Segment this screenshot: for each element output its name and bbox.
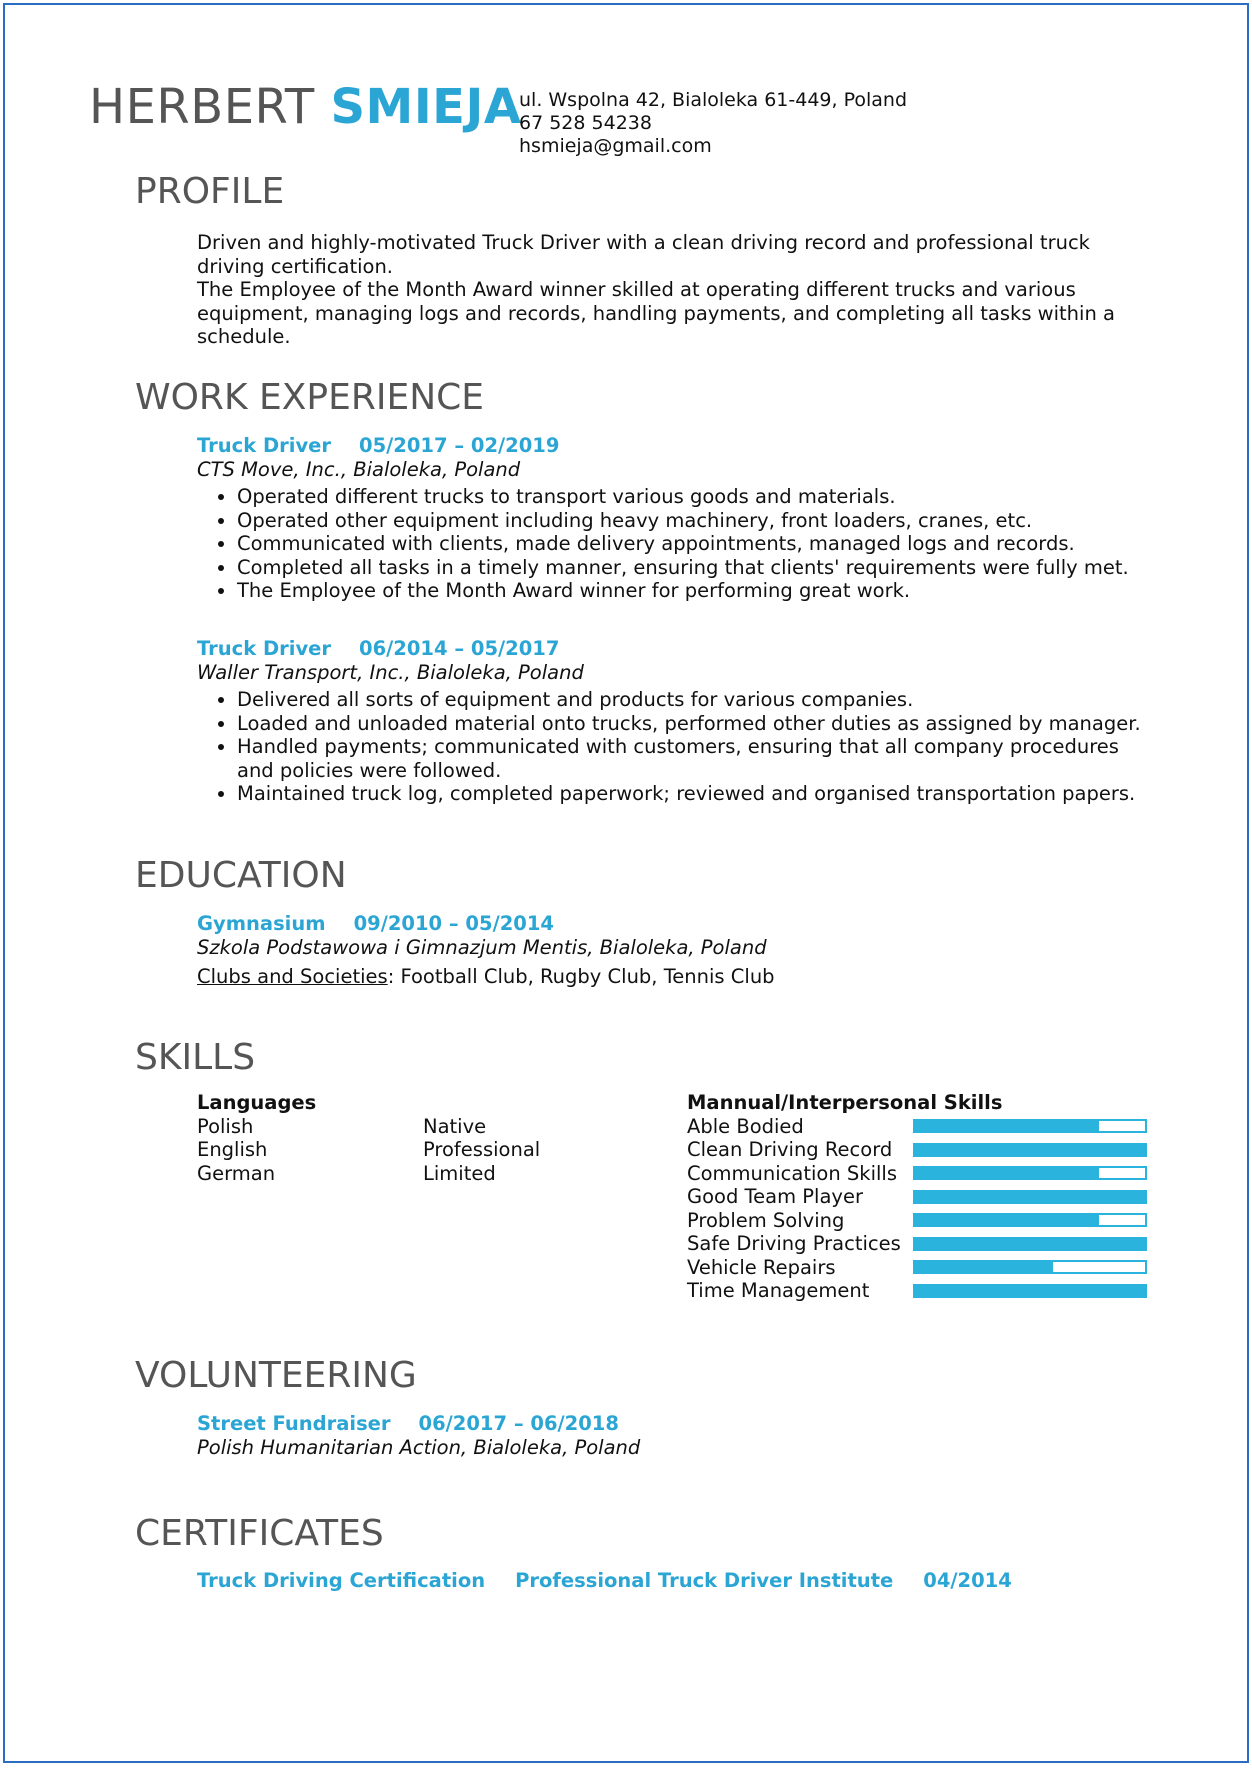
job-role: Truck Driver bbox=[197, 434, 332, 457]
resume-page bbox=[3, 3, 1249, 1763]
education-entry bbox=[197, 912, 775, 989]
certificate-entry bbox=[197, 1569, 1012, 1592]
section-title-skills: SKILLS bbox=[135, 1037, 256, 1078]
job-bullet: • Operated other equipment including heavy machinery, front loaders, cranes, etc. bbox=[237, 509, 1157, 533]
skill-level-fill bbox=[915, 1262, 1053, 1272]
job-bullets bbox=[197, 688, 1157, 806]
language-row bbox=[197, 1162, 540, 1186]
skill-name: Vehicle Repairs bbox=[687, 1255, 836, 1279]
language-level: Professional bbox=[423, 1138, 541, 1161]
language-name: English bbox=[197, 1138, 268, 1161]
language-level: Native bbox=[423, 1114, 487, 1138]
volunteering-role: Street Fundraiser bbox=[197, 1412, 391, 1435]
skill-level-fill bbox=[915, 1215, 1099, 1225]
languages-table bbox=[197, 1091, 540, 1185]
job-dates: 05/2017 – 02/2019 bbox=[359, 434, 560, 457]
certificate-issuer: Professional Truck Driver Institute bbox=[515, 1569, 894, 1592]
education-dates: 09/2010 – 05/2014 bbox=[353, 912, 554, 935]
skill-level-fill bbox=[915, 1168, 1099, 1178]
volunteering-heading bbox=[197, 1412, 640, 1436]
job-heading bbox=[197, 637, 1157, 661]
clubs-label: Clubs and Societies bbox=[197, 965, 388, 988]
job-employer: Waller Transport, Inc., Bialoleka, Poland bbox=[197, 660, 584, 684]
skill-level-bar bbox=[913, 1166, 1147, 1180]
email[interactable]: hsmieja@gmail.com bbox=[519, 135, 712, 157]
skill-level-fill bbox=[915, 1145, 1145, 1155]
skill-level-bar bbox=[913, 1237, 1147, 1251]
last-name: SMIEJA bbox=[330, 79, 522, 135]
skill-level-fill bbox=[915, 1192, 1145, 1202]
job-bullet: • Communicated with clients, made delivery appointments, managed logs and records. bbox=[237, 532, 1157, 556]
skill-row bbox=[687, 1138, 1147, 1162]
certificate-date: 04/2014 bbox=[923, 1569, 1012, 1592]
address: ul. Wspolna 42, Bialoleka 61-449, Poland bbox=[519, 89, 908, 111]
skill-level-fill bbox=[915, 1121, 1099, 1131]
certificate-name: Truck Driving Certification bbox=[197, 1569, 486, 1592]
skill-row bbox=[687, 1232, 1147, 1256]
clubs-list: : Football Club, Rugby Club, Tennis Club bbox=[387, 965, 775, 988]
skill-name: Safe Driving Practices bbox=[687, 1232, 901, 1255]
languages-heading: Languages bbox=[197, 1091, 317, 1114]
skill-name: Time Management bbox=[687, 1279, 870, 1302]
job-role: Truck Driver bbox=[197, 637, 332, 660]
first-name: HERBERT bbox=[89, 79, 315, 135]
job-bullet: • Loaded and unloaded material onto trucks, performed other duties as assigned by manager. bbox=[237, 712, 1157, 736]
skill-row bbox=[687, 1162, 1147, 1186]
volunteering-org: Polish Humanitarian Action, Bialoleka, Poland bbox=[197, 1435, 641, 1459]
skill-row bbox=[687, 1115, 1147, 1139]
volunteering-entry bbox=[197, 1412, 640, 1459]
language-name: Polish bbox=[197, 1114, 254, 1138]
volunteering-dates: 06/2017 – 06/2018 bbox=[418, 1412, 619, 1435]
job-employer: CTS Move, Inc., Bialoleka, Poland bbox=[197, 457, 521, 481]
section-title-education: EDUCATION bbox=[135, 855, 347, 896]
language-name: German bbox=[197, 1161, 276, 1185]
job-bullet: • Handled payments; communicated with customers, ensuring that all company procedures and policies were followed. bbox=[237, 735, 1157, 782]
skill-name: Problem Solving bbox=[687, 1208, 845, 1232]
job-dates: 06/2014 – 05/2017 bbox=[359, 637, 560, 660]
skill-name: Communication Skills bbox=[687, 1161, 897, 1185]
education-school: Szkola Podstawowa i Gimnazjum Mentis, Bialoleka, Poland bbox=[197, 935, 767, 959]
section-title-volunteering: VOLUNTEERING bbox=[135, 1355, 417, 1396]
language-level: Limited bbox=[423, 1161, 496, 1185]
education-heading bbox=[197, 912, 775, 936]
phone: 67 528 54238 bbox=[519, 112, 652, 134]
education-clubs bbox=[197, 965, 775, 989]
language-row bbox=[197, 1138, 540, 1162]
profile-line-1: Driven and highly-motivated Truck Driver with a clean driving record and professional truck driving certification. bbox=[197, 231, 1090, 278]
skill-level-bar bbox=[913, 1213, 1147, 1227]
skill-name: Able Bodied bbox=[687, 1114, 804, 1138]
contact-info bbox=[519, 89, 907, 158]
job-bullet: • Operated different trucks to transport various goods and materials. bbox=[237, 485, 1157, 509]
skill-level-bar bbox=[913, 1190, 1147, 1204]
profile-text bbox=[197, 231, 1127, 349]
skill-name: Good Team Player bbox=[687, 1185, 863, 1208]
skill-level-bar bbox=[913, 1260, 1147, 1274]
full-name bbox=[89, 79, 521, 135]
job-entry bbox=[197, 434, 1157, 603]
skill-level-bar bbox=[913, 1143, 1147, 1157]
section-title-profile: PROFILE bbox=[135, 171, 285, 212]
skill-row bbox=[687, 1279, 1147, 1303]
manual-skills bbox=[687, 1091, 1147, 1303]
skill-row bbox=[687, 1256, 1147, 1280]
language-row bbox=[197, 1115, 540, 1139]
profile-line-2: The Employee of the Month Award winner skilled at operating different trucks and various equipment, managing logs and records, handling payments, and completing all tasks within a schedule. bbox=[197, 278, 1115, 348]
manual-skills-heading: Mannual/Interpersonal Skills bbox=[687, 1091, 1003, 1114]
job-bullet: • Delivered all sorts of equipment and products for various companies. bbox=[237, 688, 1157, 712]
job-bullet: • Maintained truck log, completed paperwork; reviewed and organised transportation papers. bbox=[237, 782, 1157, 806]
section-title-work: WORK EXPERIENCE bbox=[135, 377, 485, 418]
skill-row bbox=[687, 1185, 1147, 1209]
skill-level-fill bbox=[915, 1239, 1145, 1249]
section-title-certificates: CERTIFICATES bbox=[135, 1513, 384, 1554]
education-degree: Gymnasium bbox=[197, 912, 326, 935]
job-bullet: • The Employee of the Month Award winner for performing great work. bbox=[237, 579, 1157, 603]
skill-level-bar bbox=[913, 1119, 1147, 1133]
skill-name: Clean Driving Record bbox=[687, 1138, 893, 1161]
job-heading bbox=[197, 434, 1157, 458]
skill-level-bar bbox=[913, 1284, 1147, 1298]
job-entry bbox=[197, 637, 1157, 806]
skill-row bbox=[687, 1209, 1147, 1233]
job-bullet: • Completed all tasks in a timely manner, ensuring that clients' requirements were fully met. bbox=[237, 556, 1157, 580]
skill-level-fill bbox=[915, 1286, 1145, 1296]
job-bullets bbox=[197, 485, 1157, 603]
